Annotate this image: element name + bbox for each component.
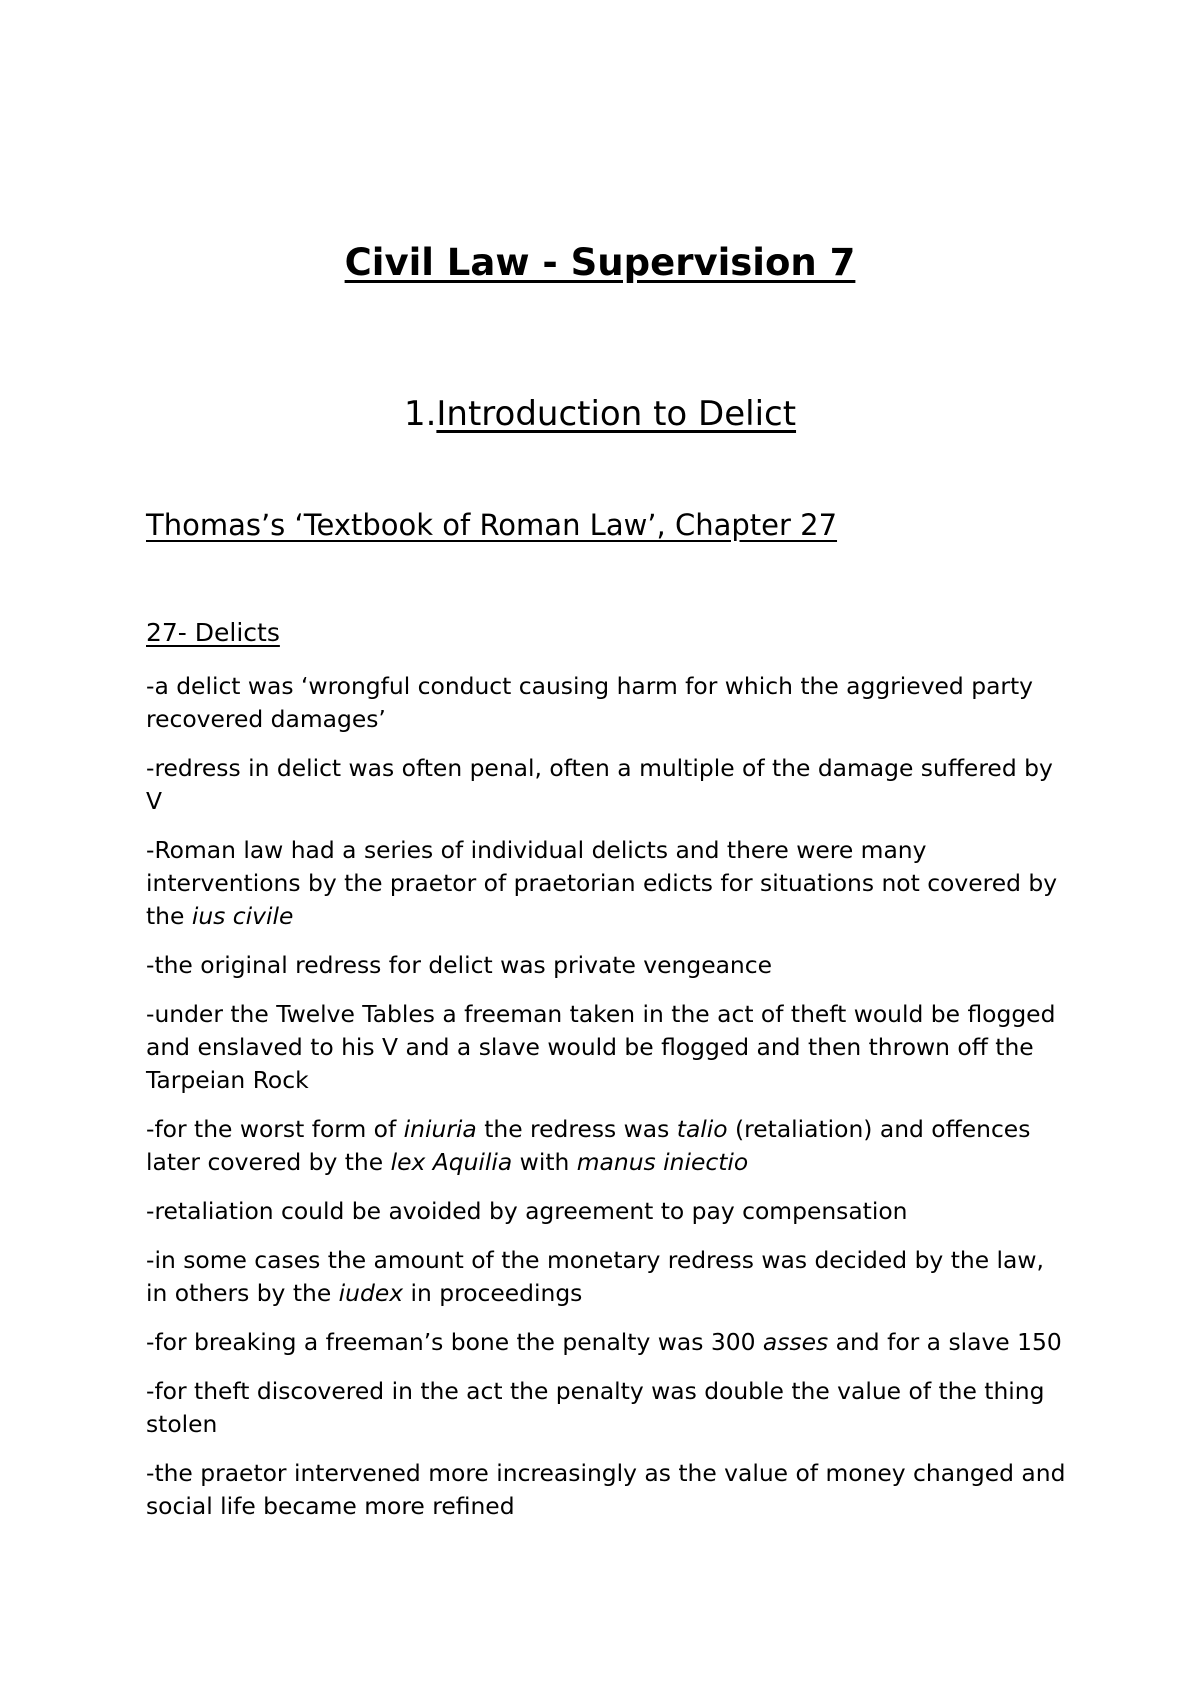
- note-item: [146, 1113, 1071, 1179]
- note-italic-term: manus iniectio: [576, 1148, 749, 1176]
- note-italic-term: iudex: [338, 1279, 404, 1307]
- note-text: in proceedings: [403, 1279, 583, 1307]
- section-number: 1.: [403, 394, 437, 434]
- note-text: -for the worst form of: [146, 1115, 404, 1143]
- note-item: [146, 1457, 1071, 1523]
- source-reference: Thomas’s ‘Textbook of Roman Law’, Chapter 27: [146, 508, 838, 542]
- note-text: and for a slave 150: [828, 1328, 1062, 1356]
- note-text: -a delict was ‘wrongful conduct causing harm for which the aggrieved party recovered damages’: [146, 672, 1034, 733]
- note-item: [146, 949, 1071, 982]
- note-text: -for breaking a freeman’s bone the penalty was 300: [146, 1328, 763, 1356]
- note-item: [146, 834, 1071, 933]
- note-item: [146, 1326, 1071, 1359]
- note-text: -in some cases the amount of the monetary redress was decided by the law, in others by the: [146, 1246, 1044, 1307]
- section-heading-text: Introduction to Delict: [436, 394, 797, 434]
- note-text: -for theft discovered in the act the penalty was double the value of the thing stolen: [146, 1377, 1045, 1438]
- note-item: [146, 670, 1071, 736]
- note-text: the redress was: [476, 1115, 677, 1143]
- note-italic-term: lex Aquilia: [390, 1148, 513, 1176]
- note-italic-term: iniuria: [403, 1115, 477, 1143]
- document-title: [0, 240, 1200, 286]
- section-heading: [0, 393, 1200, 435]
- note-italic-term: ius civile: [191, 902, 294, 930]
- note-text: -the praetor intervened more increasingly as the value of money changed and social life became more refined: [146, 1459, 1066, 1520]
- note-item: [146, 998, 1071, 1097]
- note-item: [146, 1195, 1071, 1228]
- note-text: -the original redress for delict was private vengeance: [146, 951, 772, 979]
- note-item: [146, 1244, 1071, 1310]
- note-text: -Roman law had a series of individual delicts and there were many interventions by the praetor of praetorian edicts for situations not covered by the: [146, 836, 1058, 930]
- note-text: with: [512, 1148, 577, 1176]
- note-item: [146, 752, 1071, 818]
- note-italic-term: asses: [762, 1328, 829, 1356]
- note-italic-term: talio: [676, 1115, 728, 1143]
- note-text: (retaliation) and offences later covered by the: [146, 1115, 1031, 1176]
- chapter-subheading: 27- Delicts: [146, 618, 280, 647]
- note-text: -under the Twelve Tables a freeman taken in the act of theft would be flogged and enslaved to his V and a slave would be flogged and then thrown off the Tarpeian Rock: [146, 1000, 1056, 1094]
- notes-list: [146, 670, 1071, 1539]
- note-text: -retaliation could be avoided by agreement to pay compensation: [146, 1197, 908, 1225]
- title-text: Civil Law - Supervision 7: [344, 241, 856, 284]
- note-text: -redress in delict was often penal, often a multiple of the damage suffered by V: [146, 754, 1053, 815]
- note-item: [146, 1375, 1071, 1441]
